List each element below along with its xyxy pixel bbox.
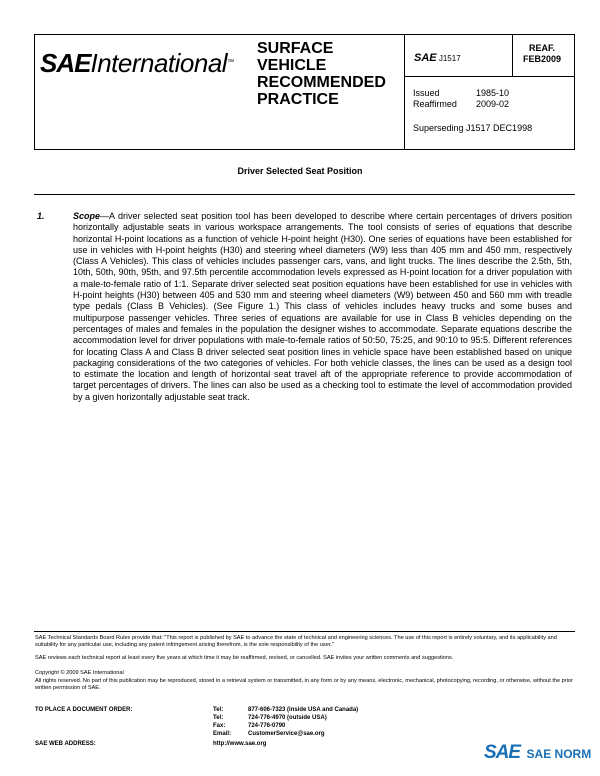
web-address-label: SAE WEB ADDRESS: bbox=[35, 741, 96, 747]
web-address-link[interactable]: http://www.sae.org bbox=[213, 741, 267, 747]
reaffirmed-value: 2009-02 bbox=[476, 99, 510, 109]
document-type-line: PRACTICE bbox=[257, 91, 339, 108]
document-type bbox=[257, 40, 386, 108]
contact-label: Email: bbox=[213, 731, 232, 737]
section-heading: Scope bbox=[73, 211, 101, 221]
badge-sae-logo: SAE bbox=[484, 742, 521, 763]
sae-norm-badge bbox=[484, 742, 591, 764]
contact-value: 724-776-4970 (outside USA) bbox=[248, 715, 327, 721]
contact-label: Tel: bbox=[213, 715, 224, 721]
contact-value: 724-776-0790 bbox=[248, 723, 286, 729]
header-divider-horizontal bbox=[404, 76, 575, 77]
badge-norm-text: SAE NORM bbox=[526, 747, 592, 761]
header-border-right bbox=[574, 34, 575, 150]
issued-label: Issued bbox=[413, 88, 440, 98]
footer-rule bbox=[34, 631, 575, 632]
section-number: 1. bbox=[37, 211, 45, 221]
email-link[interactable]: CustomerService@sae.org bbox=[248, 731, 325, 737]
reaffirmed-label: Reaffirmed bbox=[413, 99, 457, 109]
footer-copyright: Copyright © 2009 SAE International bbox=[35, 670, 124, 676]
contact-value: 877-606-7323 (inside USA and Canada) bbox=[248, 707, 359, 713]
footer-rights-text: All rights reserved. No part of this publication may be reproduced, stored in a retrieval system or transmitted, in any form or by any means, electronic, mechanical, photocopying, recording, or otherwise, without the prior written permission of SAE. bbox=[35, 678, 573, 692]
document-number-sae: SAE bbox=[414, 52, 437, 64]
header-divider-vertical bbox=[404, 34, 405, 150]
document-title: Driver Selected Seat Position bbox=[237, 166, 363, 176]
order-label: TO PLACE A DOCUMENT ORDER: bbox=[35, 707, 133, 713]
document-type-line: SURFACE bbox=[257, 40, 334, 57]
footer-review-text: SAE reviews each technical report at least every five years at which time it may be reaffirmed, revised, or cancelled. SAE invites your written comments and suggestions. bbox=[35, 655, 454, 661]
title-underline bbox=[34, 194, 575, 195]
header-border-top bbox=[34, 34, 575, 35]
scope-paragraph bbox=[73, 211, 572, 403]
reaf-date: FEB2009 bbox=[522, 54, 562, 64]
header-divider-reaf bbox=[512, 34, 513, 76]
issued-value: 1985-10 bbox=[476, 88, 510, 98]
footer-rules-text: SAE Technical Standards Board Rules provide that: "This report is published by SAE to advance the state of technical and engineering sciences. The use of this report is entirely voluntary, and its applicability and suitability for any particular use, including any patent infringement arising therefrom, is the sole responsibility of the user." bbox=[35, 635, 557, 649]
document-number-value: J1517 bbox=[438, 54, 461, 63]
logo-international-text: International bbox=[90, 48, 228, 78]
logo-sae-text: SAE bbox=[40, 48, 91, 78]
document-type-line: VEHICLE bbox=[257, 57, 327, 74]
section-text: —A driver selected seat position tool has been developed to describe where certain percentages of drivers position horizontally adjustable seats in various workspace arrangements. The tool consists of series of equations that describe horizontal H-point locations as a function of vehicle H-point height (H30). One series of equations have been established for use in vehicles with H-point heights (H30) and steering wheel diameters (W9) less than 405 mm and 450 mm, respectively (Class A Vehicles). This class of vehicles includes passenger cars, vans, and light trucks. The lines describe the 2.5th, 5th, 10th, 50th, 90th, 95th, and 97.5th percentile accommodation levels expressed as H-point location for a driver population with a male-to-female ratio of 1:1. Separate driver selected seat position equations have been established for use in vehicles with H-point heights (H30) between 405 and 530 mm and steering wheel diameters (W9) between 450 and 560 mm with treadle type pedals (Class B Vehicles). (See Figure 1.) This class of vehicles includes heavy trucks and some buses and multipurpose passenger vehicles. Three series of equations are available for use in Class B vehicles depending on the percentages of males and females in the population the designer wishes to accommodate. Separate equations describe the accommodation level for driver populations with male-to-female ratios of 50:50, 75:25, and 90:10 to 95:5. Different references for locating Class A and Class B driver selected seat position lines in vehicle space have been established based on unique packaging considerations of the two categories of vehicles. For both vehicle classes, the lines can be used as a design tool to estimate the location and length of horizontal seat travel aft of the appropriate reference to provide accommodation of target percentages of drivers. The lines can also be used as a checking tool to estimate the level of accommodation provided by a given horizontally adjustable seat track. bbox=[73, 211, 572, 402]
contact-label: Tel: bbox=[213, 707, 224, 713]
logo-trademark: ™ bbox=[227, 59, 235, 66]
document-number bbox=[414, 52, 461, 64]
header-border-bottom bbox=[34, 149, 575, 150]
superseding-text: Superseding J1517 DEC1998 bbox=[413, 123, 533, 133]
contact-label: Fax: bbox=[213, 723, 226, 729]
reaf-label: REAF. bbox=[528, 43, 555, 53]
sae-international-logo bbox=[40, 48, 234, 78]
reaffirmation-box bbox=[514, 43, 570, 65]
document-type-line: RECOMMENDED bbox=[257, 74, 386, 91]
header-border-left bbox=[34, 34, 35, 150]
